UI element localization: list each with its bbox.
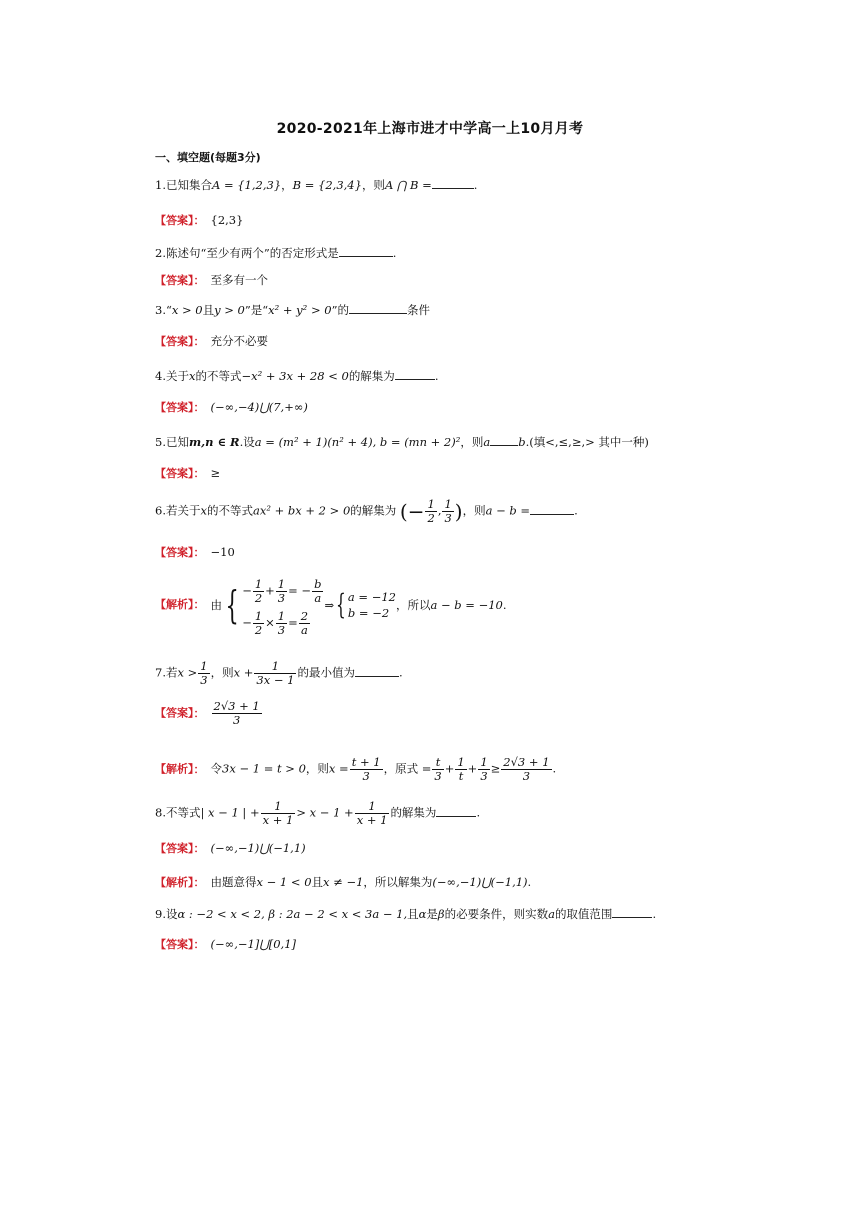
question-2: 2.陈述句“至少有两个”的否定形式是 . — [155, 246, 397, 260]
answer-blank — [436, 805, 476, 817]
answer-1: 【答案】： {2,3} — [155, 213, 244, 227]
page-title: 2020-2021年上海市进才中学高一上10月月考 — [276, 121, 584, 137]
answer-3: 【答案】： 充分不必要 — [155, 334, 268, 348]
answer-blank — [432, 177, 474, 189]
answer-4: 【答案】： (−∞,−4)⋃(7,+∞) — [155, 400, 308, 414]
analysis-6: 【解析】： 由{ − $\frac{1}{2}$ + $\frac{1}{3}$ = − $\frac{b}{a}$ − $\frac{1}{2}$ × $\frac{1}{3}$ = $\frac{2}{a}$ ⇒{ a = −12 b = −2 ，所以a − b = −10. — [155, 577, 507, 637]
answer-6: 【答案】： −10 — [155, 545, 235, 559]
analysis-7: 【解析】： 令3x − 1 = t > 0，则x = $\frac{t + 1}{3}$ ，原式 = $\frac{t}{3}$ + $\frac{1}{t}$ + $\frac{1}{3}$ ≥ $\frac{2√3 + 1}{3}$ . — [155, 755, 557, 783]
left-brace: { — [225, 583, 239, 627]
answer-7: 【答案】： $\frac{2√3 + 1}{3}$ — [155, 699, 260, 727]
question-7: 7.若x > $\frac{1}{3}$ ，则x + $\frac{1}{3x - 1}$ 的最小值为 . — [155, 659, 403, 687]
question-1: 1.已知集合A = {1,2,3}，B = {2,3,4}，则A ⋂ B = . — [155, 178, 478, 192]
answer-blank — [349, 302, 407, 314]
answer-5: 【答案】： ≥ — [155, 466, 221, 480]
answer-blank — [612, 906, 652, 918]
question-6: 6.若关于x的不等式ax² + bx + 2 > 0的解集为 (− $\frac{1}{2}$ , $\frac{1}{3}$ )，则a − b = . — [155, 497, 578, 525]
section-heading: 一、填空题(每题3分) — [155, 151, 261, 164]
answer-9: 【答案】： (−∞,−1]⋃[0,1] — [155, 937, 296, 951]
answer-blank — [339, 245, 393, 257]
question-5: 5.已知m,n ∈ R.设a = (m² + 1)(n² + 4), b = (mn + 2)²，则a b.(填<,≤,≥,> 其中一种) — [155, 435, 649, 449]
question-9: 9.设α : −2 < x < 2, β : 2a − 2 < x < 3a − 1,且α是β的必要条件，则实数a的取值范围 . — [155, 907, 657, 921]
analysis-8: 【解析】： 由题意得x − 1 < 0且x ≠ −1，所以解集为(−∞,−1)⋃(−1,1). — [155, 875, 532, 889]
question-4: 4.关于x的不等式−x² + 3x + 28 < 0的解集为 . — [155, 369, 439, 383]
answer-blank — [395, 368, 435, 380]
answer-2: 【答案】： 至多有一个 — [155, 273, 268, 287]
question-8: 8.不等式| x − 1 | + $\frac{1}{x + 1}$ > x − 1 + $\frac{1}{x + 1}$ 的解集为 . — [155, 799, 481, 827]
answer-blank — [530, 503, 574, 515]
left-brace: { — [336, 588, 346, 621]
answer-blank — [355, 665, 399, 677]
question-3: 3.“x > 0且y > 0”是“x² + y² > 0”的 条件 — [155, 303, 430, 317]
answer-8: 【答案】： (−∞,−1)⋃(−1,1) — [155, 841, 306, 855]
answer-blank — [490, 434, 518, 446]
